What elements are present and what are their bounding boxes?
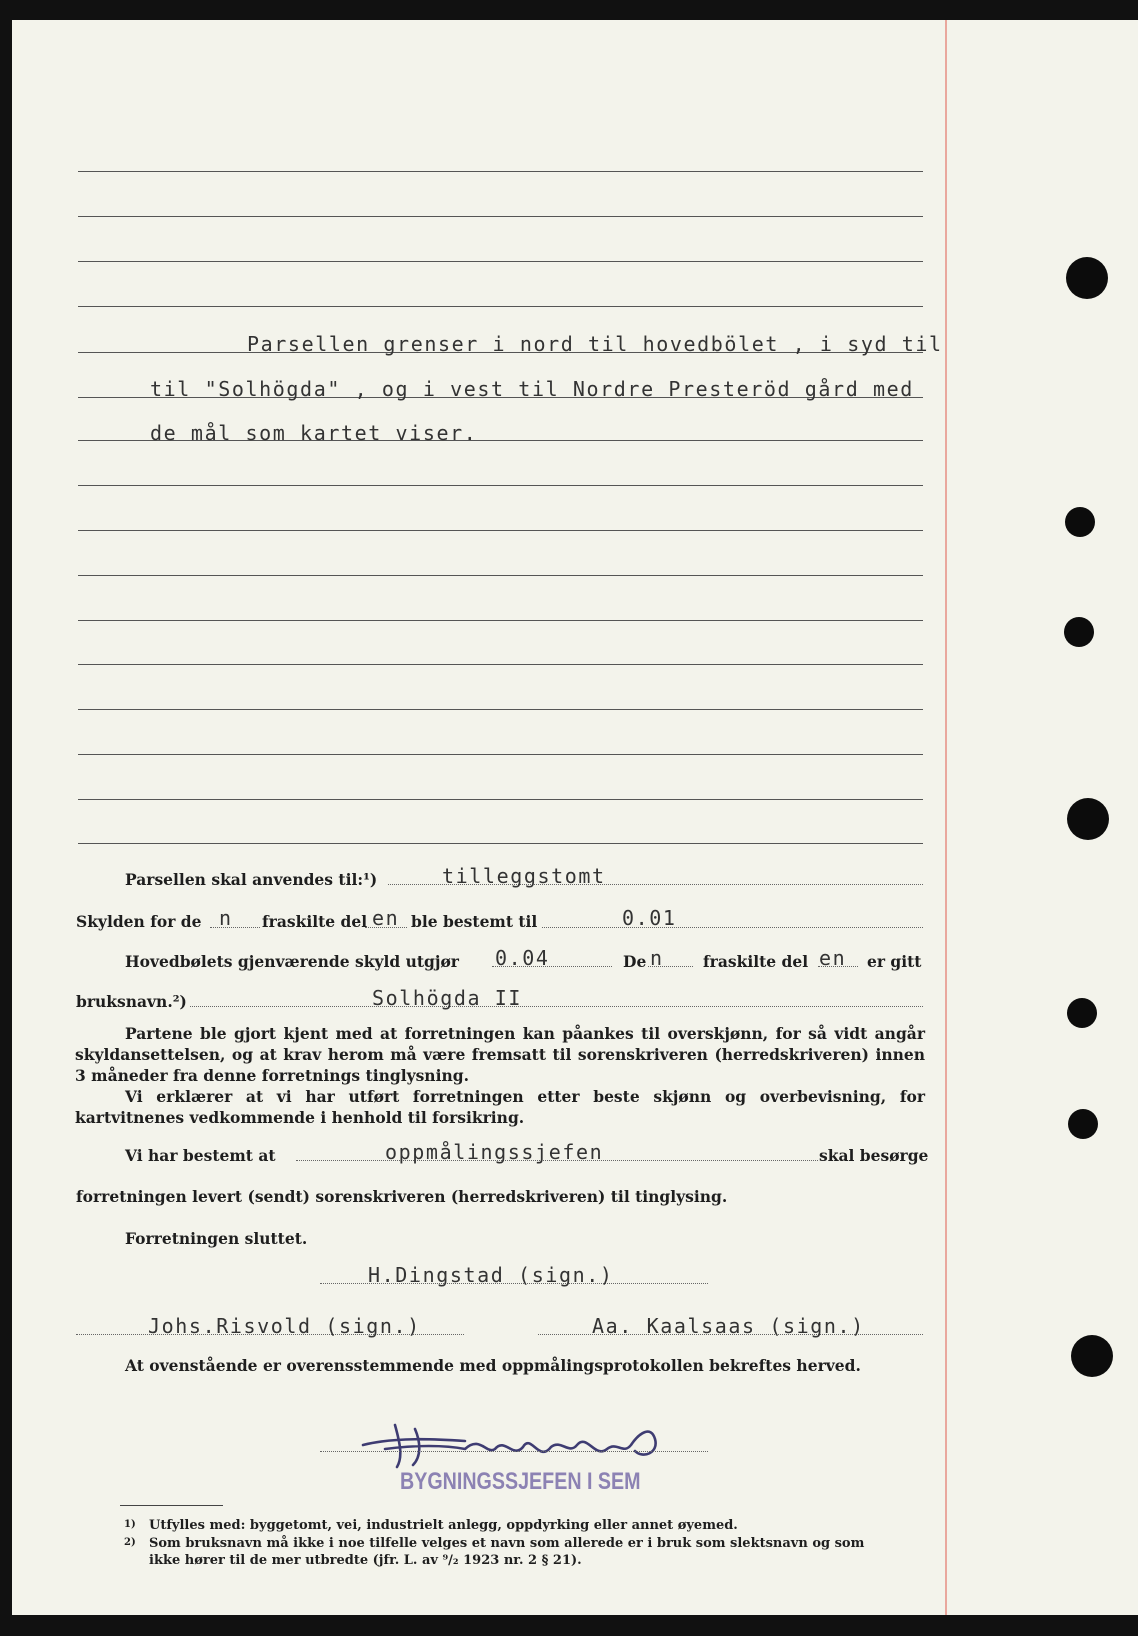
ruled-line	[78, 530, 923, 531]
remaining-value: 0.04	[495, 946, 550, 970]
declaration-paragraph: Vi erklærer at vi har utført forretningen etter beste skjønn og overbevisning, for kartvitnenes vedkommende i henhold til forsikring.	[75, 1087, 925, 1127]
responsible-prefix: Vi har bestemt at	[125, 1146, 276, 1165]
punch-hole	[1067, 798, 1109, 840]
appeal-paragraph: Partene ble gjort kjent med at forretningen kan påankes til overskjønn, for så vidt angår skyldansettelsen, og at krav herom må være fremsatt til sorenskriveren (herredskriveren) innen 3 måneder fra denne forretnings tinglysning.	[75, 1024, 925, 1085]
bruksnavn-value: Solhögda II	[372, 986, 523, 1010]
footnote-1-number: 1)	[124, 1519, 136, 1530]
tax-del-value: en	[372, 906, 400, 930]
certification-text: At ovenstående er overensstemmende med oppmålingsprotokollen bekreftes herved.	[125, 1356, 861, 1375]
margin-line	[945, 20, 947, 1615]
punch-hole	[1071, 1335, 1113, 1377]
use-label: Parsellen skal anvendes til:¹)	[125, 870, 378, 889]
tax-value: 0.01	[622, 906, 677, 930]
witness2-signature: Aa. Kaalsaas (sign.)	[592, 1314, 865, 1338]
remaining-suffix-value: n	[650, 946, 664, 970]
ruled-line	[78, 306, 923, 307]
handwritten-signature	[355, 1415, 685, 1475]
ruled-line	[78, 485, 923, 486]
bruksnavn-label: bruksnavn.²)	[76, 992, 187, 1011]
surveyor-signature: H.Dingstad (sign.)	[368, 1263, 614, 1287]
use-value: tilleggstomt	[442, 864, 606, 888]
punch-hole	[1064, 617, 1094, 647]
ruled-line	[78, 575, 923, 576]
tax-value-line	[542, 927, 923, 928]
footnote-2-text-continued: ikke hører til de mer utbredte (jfr. L. av ⁹/₂ 1923 nr. 2 § 21).	[149, 1553, 582, 1568]
document-page	[12, 20, 1138, 1615]
footnote-2-text: Som bruksnavn må ikke i noe tilfelle velges et navn som allerede er i bruk som slektsnavn og som	[149, 1536, 865, 1551]
delivery-text: forretningen levert (sendt) sorenskriveren (herredskriveren) til tinglysing.	[76, 1187, 728, 1206]
ruled-line	[78, 664, 923, 665]
punch-hole	[1068, 1109, 1098, 1139]
footnote-2-number: 2)	[124, 1537, 136, 1548]
closed-text: Forretningen sluttet.	[125, 1229, 308, 1248]
bruksnavn-line	[190, 1006, 923, 1007]
remaining-del-value: en	[819, 946, 847, 970]
tax-label-bestemt: ble bestemt til	[411, 912, 538, 931]
boundary-text-line-3: de mål som kartet viser.	[150, 421, 478, 445]
punch-hole	[1067, 998, 1097, 1028]
ruled-line	[78, 843, 923, 844]
ruled-line	[78, 754, 923, 755]
ruled-line	[78, 709, 923, 710]
responsible-suffix: skal besørge	[819, 1146, 929, 1165]
remaining-label-de: De	[623, 952, 647, 971]
remaining-label-gitt: er gitt	[867, 952, 922, 971]
tax-label-skylden: Skylden for de	[76, 912, 202, 931]
ruled-line	[78, 216, 923, 217]
responsible-value: oppmålingssjefen	[385, 1140, 604, 1164]
boundary-text-line-2: til "Solhögda" , og i vest til Nordre Presteröd gård med	[150, 377, 914, 401]
ruled-line	[78, 171, 923, 172]
tax-suffix-value: n	[219, 906, 233, 930]
punch-hole	[1065, 507, 1095, 537]
punch-hole	[1066, 257, 1108, 299]
ruled-line	[78, 799, 923, 800]
official-stamp: BYGNINGSSJEFEN I SEM	[400, 1468, 641, 1495]
remaining-label: Hovedbølets gjenværende skyld utgjør	[125, 952, 459, 971]
tax-suffix-line	[210, 927, 260, 928]
footnote-1-text: Utfylles med: byggetomt, vei, industrielt anlegg, oppdyrking eller annet øyemed.	[149, 1518, 738, 1533]
official-signature-line	[320, 1451, 708, 1452]
tax-label-fraskilte: fraskilte del	[262, 912, 368, 931]
boundary-text-line-1: Parsellen grenser i nord til hovedbölet , i syd til	[247, 332, 943, 356]
ruled-line	[78, 261, 923, 262]
remaining-label-fraskilte: fraskilte del	[703, 952, 809, 971]
ruled-line	[78, 620, 923, 621]
footnote-divider	[120, 1505, 223, 1506]
witness1-signature: Johs.Risvold (sign.)	[148, 1314, 421, 1338]
